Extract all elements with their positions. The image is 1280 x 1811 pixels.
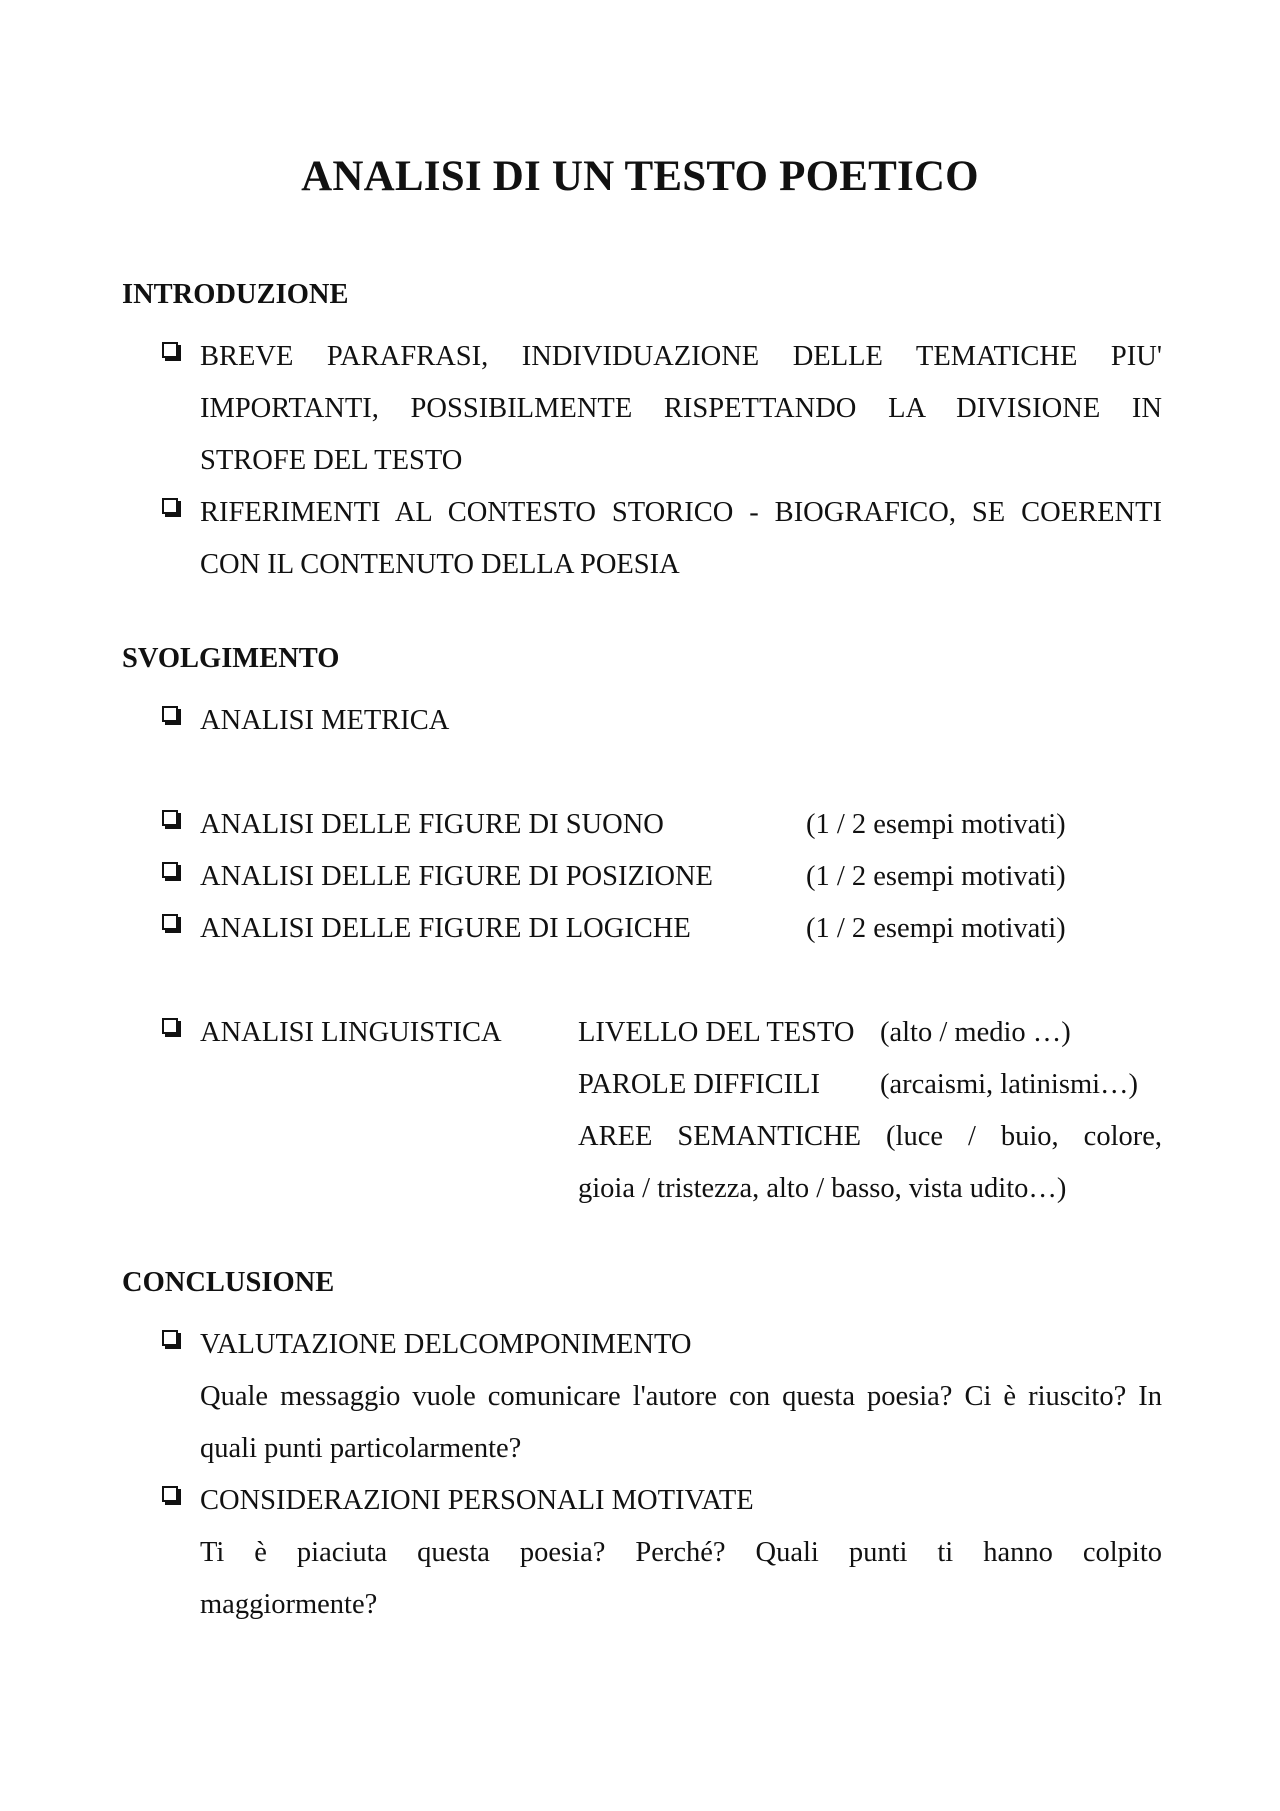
checkbox-bullet-icon bbox=[162, 914, 178, 930]
list-item-line: BREVE PARAFRASI, INDIVIDUAZIONE DELLE TEMATICHE PIU' bbox=[200, 341, 1162, 372]
list-item-line: RIFERIMENTI AL CONTESTO STORICO - BIOGRAFICO, SE COERENTI bbox=[200, 497, 1162, 528]
checkbox-bullet-icon bbox=[162, 498, 178, 514]
linguistica-row-label: PAROLE DIFFICILI bbox=[578, 1069, 821, 1100]
list-item-label: ANALISI LINGUISTICA bbox=[200, 1017, 502, 1048]
checkbox-bullet-icon bbox=[162, 862, 178, 878]
list-item-line: Quale messaggio vuole comunicare l'autore con questa poesia? Ci è riuscito? In bbox=[200, 1381, 1162, 1412]
linguistica-row-value: (alto / medio …) bbox=[880, 1017, 1071, 1048]
linguistica-row-value: (arcaismi, latinismi…) bbox=[880, 1069, 1139, 1100]
page-title: ANALISI DI UN TESTO POETICO bbox=[301, 153, 979, 200]
section-heading-introduzione: INTRODUZIONE bbox=[122, 279, 349, 310]
linguistica-aree-line: gioia / tristezza, alto / basso, vista udito…) bbox=[578, 1173, 1067, 1204]
list-item-label: ANALISI DELLE FIGURE DI LOGICHE bbox=[200, 913, 691, 944]
figure-note: (1 / 2 esempi motivati) bbox=[806, 913, 1066, 944]
list-item-line: CON IL CONTENUTO DELLA POESIA bbox=[200, 549, 680, 580]
figure-note: (1 / 2 esempi motivati) bbox=[806, 861, 1066, 892]
section-heading-conclusione: CONCLUSIONE bbox=[122, 1267, 335, 1298]
list-item-line: Ti è piaciuta questa poesia? Perché? Quali punti ti hanno colpito bbox=[200, 1537, 1162, 1568]
section-heading-svolgimento: SVOLGIMENTO bbox=[122, 643, 340, 674]
list-item-line: maggiormente? bbox=[200, 1589, 378, 1620]
list-item-line: IMPORTANTI, POSSIBILMENTE RISPETTANDO LA DIVISIONE IN bbox=[200, 393, 1162, 424]
linguistica-row-label: LIVELLO DEL TESTO bbox=[578, 1017, 855, 1048]
list-item-label: VALUTAZIONE DELCOMPONIMENTO bbox=[200, 1329, 692, 1360]
checkbox-bullet-icon bbox=[162, 1486, 178, 1502]
list-item-label: CONSIDERAZIONI PERSONALI MOTIVATE bbox=[200, 1485, 754, 1516]
checkbox-bullet-icon bbox=[162, 810, 178, 826]
checkbox-bullet-icon bbox=[162, 706, 178, 722]
list-item-label: ANALISI DELLE FIGURE DI POSIZIONE bbox=[200, 861, 713, 892]
linguistica-aree-line: AREE SEMANTICHE (luce / buio, colore, bbox=[578, 1121, 1162, 1152]
checkbox-bullet-icon bbox=[162, 1330, 178, 1346]
list-item-label: ANALISI METRICA bbox=[200, 705, 450, 736]
checkbox-bullet-icon bbox=[162, 1018, 178, 1034]
checkbox-bullet-icon bbox=[162, 342, 178, 358]
list-item-line: quali punti particolarmente? bbox=[200, 1433, 522, 1464]
figure-note: (1 / 2 esempi motivati) bbox=[806, 809, 1066, 840]
list-item-line: STROFE DEL TESTO bbox=[200, 445, 463, 476]
list-item-label: ANALISI DELLE FIGURE DI SUONO bbox=[200, 809, 664, 840]
